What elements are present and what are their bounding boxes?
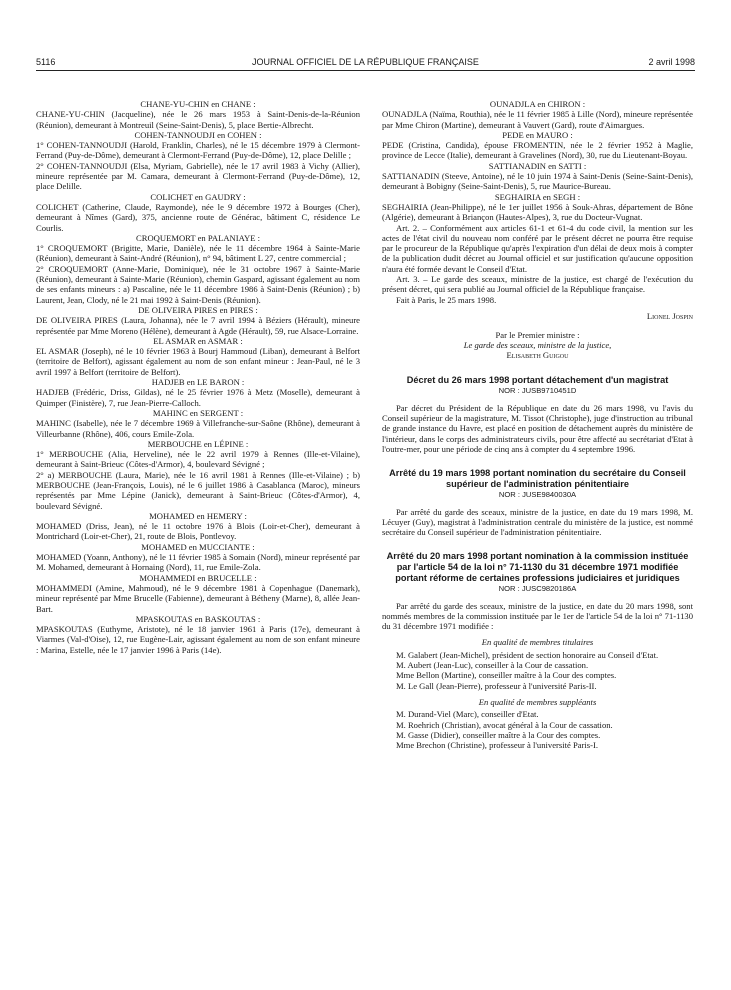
- name-change-heading: DE OLIVEIRA PIRES en PIRES :: [138, 304, 258, 315]
- name-change-entry: OUNADJLA (Naïma, Routhia), née le 11 février 1985 à Lille (Nord), mineure représentée par Mme Chiron (Martine), demeurant à Vauvert (Gard), route d'Aimargues.: [382, 109, 693, 130]
- name-change-heading: PEDE en MAURO :: [502, 129, 573, 140]
- name-change-entry: COLICHET (Catherine, Claude, Raymonde), née le 9 décembre 1972 à Bourges (Cher), demeurant à Nîmes (Gard), 375, ancienne route de Générac, bâtiment C, résidence Le Courlis.: [36, 201, 360, 233]
- article-2: Art. 2. – Conformément aux articles 61-1 et 61-4 du code civil, la mention sur les actes de l'état civil du nouveau nom conféré par le présent décret ne pourra être requise par le procureur de la République qu'après l'expiration d'un délai de deux mois à compter de la publication dudit décret au Journal officiel et sur justification qu'aucune opposition n'aura été formée devant le Conseil d'Etat.: [382, 222, 693, 274]
- member-entry: M. Gasse (Didier), conseiller maître à la Cour des comptes.: [396, 729, 601, 740]
- member-entry: Mme Brechon (Christine), professeur à l'université Paris-I.: [396, 740, 599, 751]
- name-change-entry: HADJEB (Frédéric, Driss, Gildas), né le 25 février 1976 à Metz (Moselle), demeurant à Quimper (Finistère), 7, rue Jean-Pierre-Calloch.: [36, 387, 360, 408]
- decree-body: Par décret du Président de la République en date du 26 mars 1998, vu l'avis du Conseil supérieur de la magistrature, M. Tissot (Christophe), juge d'instruction au tribunal de grande instance du Havre, est placé en position de détachement auprès du ministère de l'intérieur, dans le corps des administrateurs civils, pour être affecté au secrétariat d'Etat à l'outre-mer, pour une période de cinq ans à compter du 4 septembre 1996.: [382, 402, 693, 454]
- decree-body: Par arrêté du garde des sceaux, ministre de la justice, en date du 20 mars 1998, sont nommés membres de la commission instituée par le 1er de l'article 54 de la loi n° 71-1130 du 31 décembre 1971 modifiée :: [382, 600, 693, 632]
- name-change-entry: 2° COHEN-TANNOUDJI (Elsa, Myriam, Gabrielle), née le 17 avril 1983 à Vichy (Allier), mineure représentée par M. Camara, demeurant à Clermont-Ferrand (Puy-de-Dôme), 12, place Delille.: [36, 160, 360, 192]
- name-change-entry: MPASKOUTAS (Euthyme, Aristote), né le 18 janvier 1961 à Paris (17e), demeurant à Viarmes (Val-d'Oise), 12, rue Eugène-Lair, agissant également au nom de son enfant mineure : Marina, Estelle, née le 17 janvier 1996 à Paris (14e).: [36, 624, 360, 655]
- name-change-heading: HADJEB en LE BARON :: [151, 377, 245, 388]
- name-change-entry: 1° COHEN-TANNOUDJI (Harold, Franklin, Charles), né le 15 décembre 1979 à Clermont-Ferrand (Puy-de-Dôme), demeurant à Clermont-Ferrand (Puy-de-Dôme), 12, place Delille ;: [36, 140, 360, 161]
- minister-title: Le garde des sceaux, ministre de la justice,: [463, 340, 612, 351]
- signature-place-date: Fait à Paris, le 25 mars 1998.: [396, 294, 497, 305]
- name-change-entry: MAHINC (Isabelle), née le 7 décembre 1969 à Villefranche-sur-Saône (Rhône), demeurant à Villeurbanne (Rhône), 406, cours Emile-Zola.: [36, 418, 360, 439]
- name-change-heading: SEGHAIRIA en SEGH :: [494, 191, 581, 202]
- decree-title: Décret du 26 mars 1998 portant détachement d'un magistrat: [406, 374, 669, 385]
- member-entry: M. Roehrich (Christian), avocat général à la Cour de cassation.: [396, 719, 613, 730]
- countersign-label: Par le Premier ministre :: [495, 329, 580, 340]
- name-change-heading: COHEN-TANNOUDJI en COHEN :: [134, 129, 262, 140]
- name-change-entry: MOHAMMEDI (Amine, Mahmoud), né le 9 décembre 1981 à Copenhague (Danemark), mineur représenté par Mme Brucelle (Fabienne), demeurant à Bétheny (Marne), 8, allée Jean-Bart.: [36, 582, 360, 614]
- member-entry: M. Le Gall (Jean-Pierre), professeur à l'université Paris-II.: [396, 680, 597, 691]
- subheading-suppleants: En qualité de membres suppléants: [478, 696, 597, 707]
- name-change-entry: MOHAMED (Driss, Jean), né le 11 octobre 1976 à Blois (Loir-et-Cher), demeurant à Montrichard (Loir-et-Cher), 21, route de Blois, Pontlevoy.: [36, 521, 360, 542]
- nor-reference: NOR : JUSC9820186A: [498, 584, 577, 594]
- journal-title: JOURNAL OFFICIEL DE LA RÉPUBLIQUE FRANÇAISE: [252, 57, 479, 67]
- name-change-entry: 2° CROQUEMORT (Anne-Marie, Dominique), née le 31 octobre 1967 à Sainte-Marie (Réunion), demeurant à Sainte-Marie (Réunion), chemin Gaspard, agissant également au nom de ses enfants mineurs : a) Pascaline, née le 11 décembre 1986 à Saint-Denis (Réunion) ; b) Laurent, Jean, Clody, né le 21 mai 1992 à Saint-Denis (Réunion).: [36, 263, 360, 305]
- name-change-entry: 1° CROQUEMORT (Brigitte, Marie, Danièle), née le 11 décembre 1964 à Sainte-Marie (Réunion), demeurant à Saint-André (Réunion), n° 94, bâtiment L 27, centre commercial ;: [36, 243, 360, 264]
- article-3: Art. 3. – Le garde des sceaux, ministre de la justice, est chargé de l'exécution du présent décret, qui sera publié au Journal officiel de la République française.: [382, 274, 693, 295]
- left-column: [36, 99, 360, 655]
- member-entry: M. Durand-Viel (Marc), conseiller d'Etat.: [396, 709, 539, 720]
- header-rule: [36, 70, 695, 71]
- name-change-entry: 2° a) MERBOUCHE (Laura, Marie), née le 16 avril 1981 à Rennes (Ille-et-Vilaine) ; b) MERBOUCHE (Jean-François, Louis), né le 6 juillet 1986 à Casablanca (Maroc), mineurs représentés par Mme Lépine (Janick), demeurant à Saint-Brieuc (Côtes-d'Armor), 4, boulevard Sévigné.: [36, 469, 360, 511]
- member-entry: Mme Bellon (Martine), conseiller maître à la Cour des comptes.: [396, 670, 617, 681]
- nor-reference: NOR : JUSE9840030A: [498, 490, 577, 500]
- name-change-entry: DE OLIVEIRA PIRES (Laura, Johanna), née le 7 avril 1994 à Béziers (Hérault), mineure représentée par Mme Moreno (Hélène), demeurant à Agde (Hérault), 59, rue Alsace-Lorraine.: [36, 315, 360, 336]
- member-entry: M. Aubert (Jean-Luc), conseiller à la Cour de cassation.: [396, 660, 589, 671]
- name-change-entry: SEGHAIRIA (Jean-Philippe), né le 1er juillet 1956 à Souk-Ahras, département de Bône (Algérie), demeurant à Briançon (Hautes-Alpes), 3, rue du Docteur-Vugnat.: [382, 201, 693, 223]
- name-change-entry: EL ASMAR (Joseph), né le 10 février 1963 à Bourj Hammoud (Liban), demeurant à Belfort (territoire de Belfort), agissant également au nom de son enfant mineur : Jean-Paul, né le 3 avril 1997 à Belfort (territoire de Belfort).: [36, 346, 360, 377]
- nor-reference: NOR : JUSB9710451D: [498, 386, 577, 396]
- name-change-heading: MOHAMED en MUCCIANTE :: [141, 541, 255, 552]
- name-change-heading: MPASKOUTAS en BASKOUTAS :: [135, 613, 261, 624]
- member-entry: M. Galabert (Jean-Michel), président de section honoraire au Conseil d'Etat.: [396, 649, 659, 660]
- name-change-heading: OUNADJLA en CHIRON :: [489, 99, 586, 109]
- name-change-entry: 1° MERBOUCHE (Alia, Herveline), née le 22 avril 1979 à Rennes (Ille-et-Vilaine), demeurant à Saint-Brieuc (Côtes-d'Armor), 4, boulevard Sévigné ;: [36, 449, 360, 470]
- name-change-heading: MAHINC en SERGENT :: [152, 407, 244, 418]
- name-change-entry: CHANE-YU-CHIN (Jacqueline), née le 26 mars 1953 à Saint-Denis-de-la-Réunion (Réunion), demeurant à Montreuil (Seine-Saint-Denis), 5, place Bertie-Albrecht.: [36, 109, 360, 130]
- signatory-prime-minister: Lionel Jospin: [646, 310, 693, 321]
- name-change-heading: MOHAMMEDI en BRUCELLE :: [139, 572, 257, 583]
- name-change-heading: COLICHET en GAUDRY :: [150, 191, 246, 202]
- name-change-heading: MOHAMED en HEMERY :: [149, 510, 247, 521]
- subheading-titulaires: En qualité de membres titulaires: [481, 637, 594, 648]
- page-header: [36, 55, 695, 71]
- name-change-heading: EL ASMAR en ASMAR :: [153, 335, 243, 346]
- name-change-heading: CHANE-YU-CHIN en CHANE :: [140, 99, 256, 109]
- name-change-entry: SATTIANADIN (Steeve, Antoine), né le 10 juin 1974 à Saint-Denis (Seine-Saint-Denis), demeurant à Bobigny (Seine-Saint-Denis), 5, rue Maurice-Bureau.: [382, 171, 693, 192]
- right-column: [382, 99, 693, 750]
- name-change-entry: PEDE (Cristina, Candida), épouse FROMENTIN, née le 2 février 1952 à Maglie, province de Lecce (Italie), demeurant à Gravelines (Nord), 30, rue du Lieutenant-Boyau.: [382, 140, 693, 161]
- issue-date: 2 avril 1998: [648, 57, 695, 67]
- decree-body: Par arrêté du garde des sceaux, ministre de la justice, en date du 19 mars 1998, M. Lécuyer (Guy), magistrat à l'administration centrale du ministère de la justice, est nommé secrétaire du Conseil supérieur de l'administration pénitentiaire.: [382, 506, 693, 538]
- name-change-entry: MOHAMED (Yoann, Anthony), né le 11 février 1985 à Somain (Nord), mineur représenté par M. Mohamed, demeurant à Hornaing (Nord), 11, rue Emile-Zola.: [36, 552, 360, 573]
- name-change-heading: MERBOUCHE en LÉPINE :: [147, 438, 249, 449]
- decree-title: Arrêté du 19 mars 1998 portant nomination du secrétaire du Conseil supérieur de l'administration pénitentiaire: [389, 468, 686, 489]
- name-change-heading: SATTIANADIN en SATTI :: [488, 160, 587, 171]
- decree-title: Arrêté du 20 mars 1998 portant nomination à la commission instituée par l'article 54 de la loi n° 71-1130 du 31 décembre 1971 modifiée portant réforme de certaines professions judiciaires et juridiques: [386, 551, 689, 583]
- name-change-heading: CROQUEMORT en PALANIAYE :: [135, 232, 261, 243]
- signatory-minister: Elisabeth Guigou: [506, 350, 569, 361]
- page-number: 5116: [36, 57, 56, 67]
